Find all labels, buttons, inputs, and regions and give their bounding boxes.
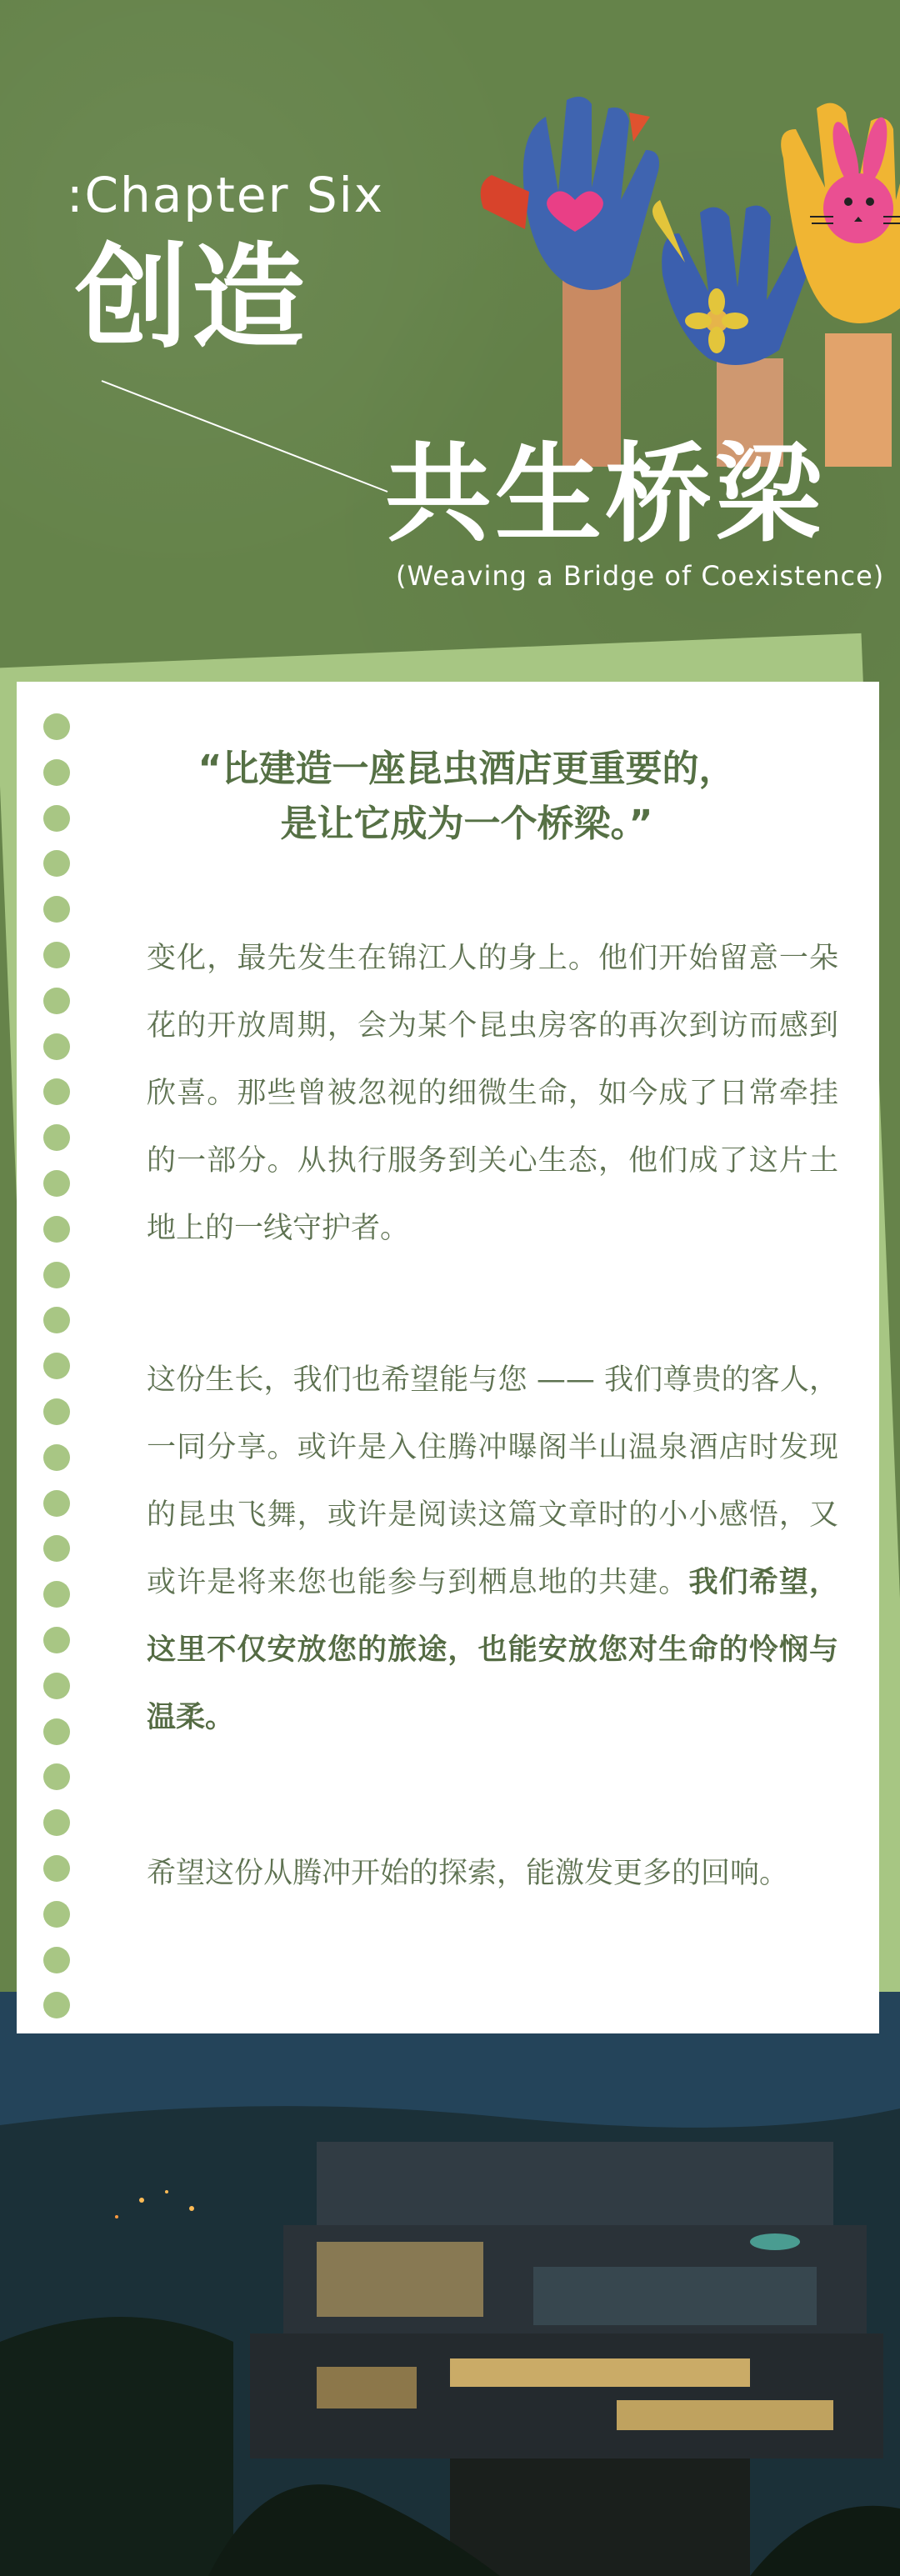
- quote-line-2: 是让它成为一个桥梁。”: [280, 803, 653, 845]
- notebook-ring: [43, 1673, 70, 1699]
- notebook-ring: [43, 1262, 70, 1288]
- notebook-ring: [43, 896, 70, 923]
- title-line-2: 共生桥梁: [385, 433, 826, 557]
- pull-quote: [100, 742, 833, 852]
- blue-hand-heart-icon: [481, 97, 659, 467]
- hotel-night-photo: [0, 1992, 900, 2576]
- notebook-ring: [43, 1947, 70, 1973]
- notebook-ring: [43, 713, 70, 740]
- chapter-label: :Chapter Six: [67, 167, 385, 223]
- notebook-ring: [43, 1855, 70, 1882]
- notebook-ring: [43, 1763, 70, 1790]
- paragraph-3: 希望这份从腾冲开始的探索，能激发更多的回响。: [147, 1857, 789, 1890]
- paragraph-2: [147, 1347, 838, 1752]
- title-divider-line: [100, 379, 392, 496]
- notebook-ring: [43, 1901, 70, 1928]
- paragraph-2-bold-text: 我们希望，这里不仅安放您的旅途，也能安放您对生命的怜悯与温柔。: [147, 1566, 838, 1734]
- notebook-ring: [43, 759, 70, 786]
- notebook-ring: [43, 988, 70, 1014]
- english-subtitle: (Weaving a Bridge of Coexistence): [396, 560, 885, 592]
- quote-line-1: “比建造一座昆虫酒店更重要的，: [198, 748, 736, 790]
- notebook-ring: [43, 1490, 70, 1517]
- notebook-ring: [43, 1398, 70, 1425]
- notebook-ring: [43, 850, 70, 877]
- notebook-ring: [43, 1718, 70, 1745]
- title-line-1: 创造: [75, 233, 308, 364]
- notebook-ring: [43, 1307, 70, 1333]
- notebook-rings: [17, 682, 75, 2033]
- notebook-ring: [43, 1124, 70, 1151]
- notebook-ring: [43, 1581, 70, 1608]
- paragraph-1: 变化，最先发生在锦江人的身上。他们开始留意一朵花的开放周期，会为某个昆虫房客的再次到访而感到欣喜。那些曾被忽视的细微生命，如今成了日常牵挂的一部分。从执行服务到关心生态，他们成了这片土地上的一线守护者。: [147, 942, 838, 1245]
- notebook-ring: [43, 805, 70, 832]
- blue-hand-flower-icon: [652, 200, 811, 467]
- notebook-ring: [43, 942, 70, 968]
- notebook-ring: [43, 1353, 70, 1379]
- notebook-ring: [43, 1170, 70, 1197]
- content-card: [17, 682, 879, 2033]
- notebook-ring: [43, 1809, 70, 1836]
- notebook-ring: [43, 1992, 70, 2018]
- notebook-ring: [43, 1078, 70, 1105]
- paragraph-2-text: 这份生长，我们也希望能与您 —— 我们尊贵的客人，一同分享。或许是入住腾冲曝阁半山温泉酒店时发现的昆虫飞舞，或许是阅读这篇文章时的小小感悟，又或许是将来您也能参与到栖息地的共建。: [147, 1363, 838, 1599]
- notebook-ring: [43, 1444, 70, 1471]
- notebook-ring: [43, 1535, 70, 1562]
- notebook-ring: [43, 1033, 70, 1060]
- notebook-ring: [43, 1216, 70, 1243]
- notebook-ring: [43, 1627, 70, 1653]
- painted-hands-illustration: [467, 83, 900, 467]
